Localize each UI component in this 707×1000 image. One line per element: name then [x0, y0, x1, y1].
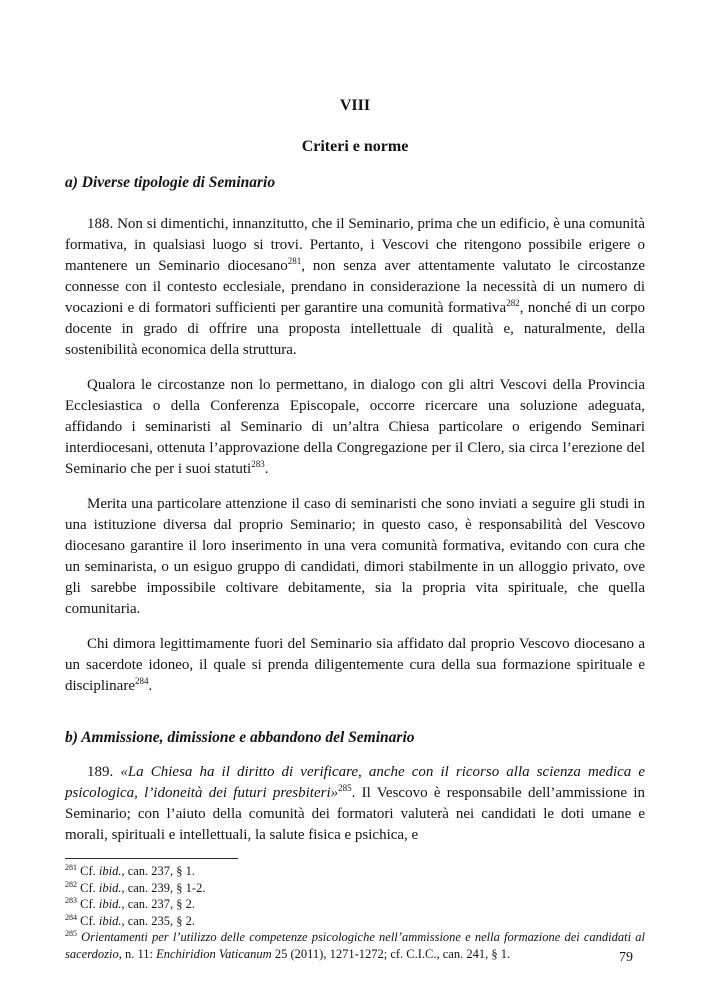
footnotes-block	[65, 863, 645, 962]
footnote-284: $^{284}$ Cf. ibid., can. 235, § 2.	[65, 912, 196, 928]
section-b-heading: b) Ammissione, dimissione e abbandono del Seminario	[65, 729, 415, 746]
paragraph-188-continuation-1: Qualora le circostanze non lo permettano, in dialogo con gli altri Vescovi della Provincia Ecclesiastica o della Conferenza Episcopale, occorre ricercare una soluzione adeguata, affidando i seminaristi al Seminario di un’altra Chiesa particolare o erigendo Seminari interdiocesani, ottenuta l’approvazione della Congregazione per il Clero, sia circa l’erezione del Seminario che per i suoi statuti$^{283}$.	[65, 377, 645, 477]
paragraph-188-continuation-2: Merita una particolare attenzione il caso di seminaristi che sono inviati a seguire gli studi in una istituzione diversa dal proprio Seminario; in questo caso, è responsabilità del Vescovo diocesano garantire il loro inserimento in una vera comunità formativa, evitando con cura che un seminarista, o un esiguo gruppo di candidati, dimori stabilmente in un alloggio privato, ove gli sarebbe impossibile coltivare debitamente, sia la propria vita spirituale, che quella comunitaria.	[65, 496, 645, 617]
paragraph-188: 188. Non si dimentichi, innanzitutto, che il Seminario, prima che un edificio, è una comunità formativa, in qualsiasi luogo si trovi. Pertanto, i Vescovi che ritengono possibile erigere o mantenere un Seminario diocesano$^{281}$, non senza aver attentamente valutato le circostanze connesse con il contesto ecclesiale, prendano in considerazione la necessità di un numero di vocazioni e di formatori sufficienti per garantire una comunità formativa$^{282}$, nonché di un corpo docente in grado di offrire una proposta intellettuale di qualità e, naturalmente, della sostenibilità economica della struttura.	[65, 216, 646, 358]
footnote-285: $^{285}$ Orientamenti per l’utilizzo delle competenze psicologiche nell’ammissione e nella formazione dei candidati al sacerdozio, n. 11: Enchiridion Vaticanum 25 (2011), 1271-1272; cf. C.I.C., can. 241, § 1.	[65, 928, 645, 961]
footnote-283: $^{283}$ Cf. ibid., can. 237, § 2.	[65, 895, 196, 911]
footnote-281: $^{281}$ Cf. ibid., can. 237, § 1.	[65, 862, 196, 878]
section-a-heading: a) Diverse tipologie di Seminario	[65, 174, 276, 191]
paragraph-188-continuation-3: Chi dimora legittimamente fuori del Seminario sia affidato dal proprio Vescovo diocesano a un sacerdote idoneo, il quale si prenda diligentemente cura della sua formazione spirituale e disciplinare$^{284}$.	[65, 636, 645, 694]
chapter-number: VIII	[339, 97, 371, 114]
paragraph-189: 189. «La Chiesa ha il diritto di verificare, anche con il ricorso alla scienza medica e psicologica, l’idoneità dei futuri presbiteri»$^{285}$. Il Vescovo è responsabile dell’ammissione in Seminario; con l’aiuto della comunità dei formatori valuterà nei candidati le doti umane e morali, spirituali e intellettuali, la salute fisica e psichica, e	[65, 764, 645, 843]
chapter-title: Criteri e norme	[301, 138, 409, 155]
page-number: 79	[619, 950, 633, 965]
footnote-separator-rule	[65, 858, 238, 859]
footnote-282: $^{282}$ Cf. ibid., can. 239, § 1-2.	[65, 879, 206, 895]
